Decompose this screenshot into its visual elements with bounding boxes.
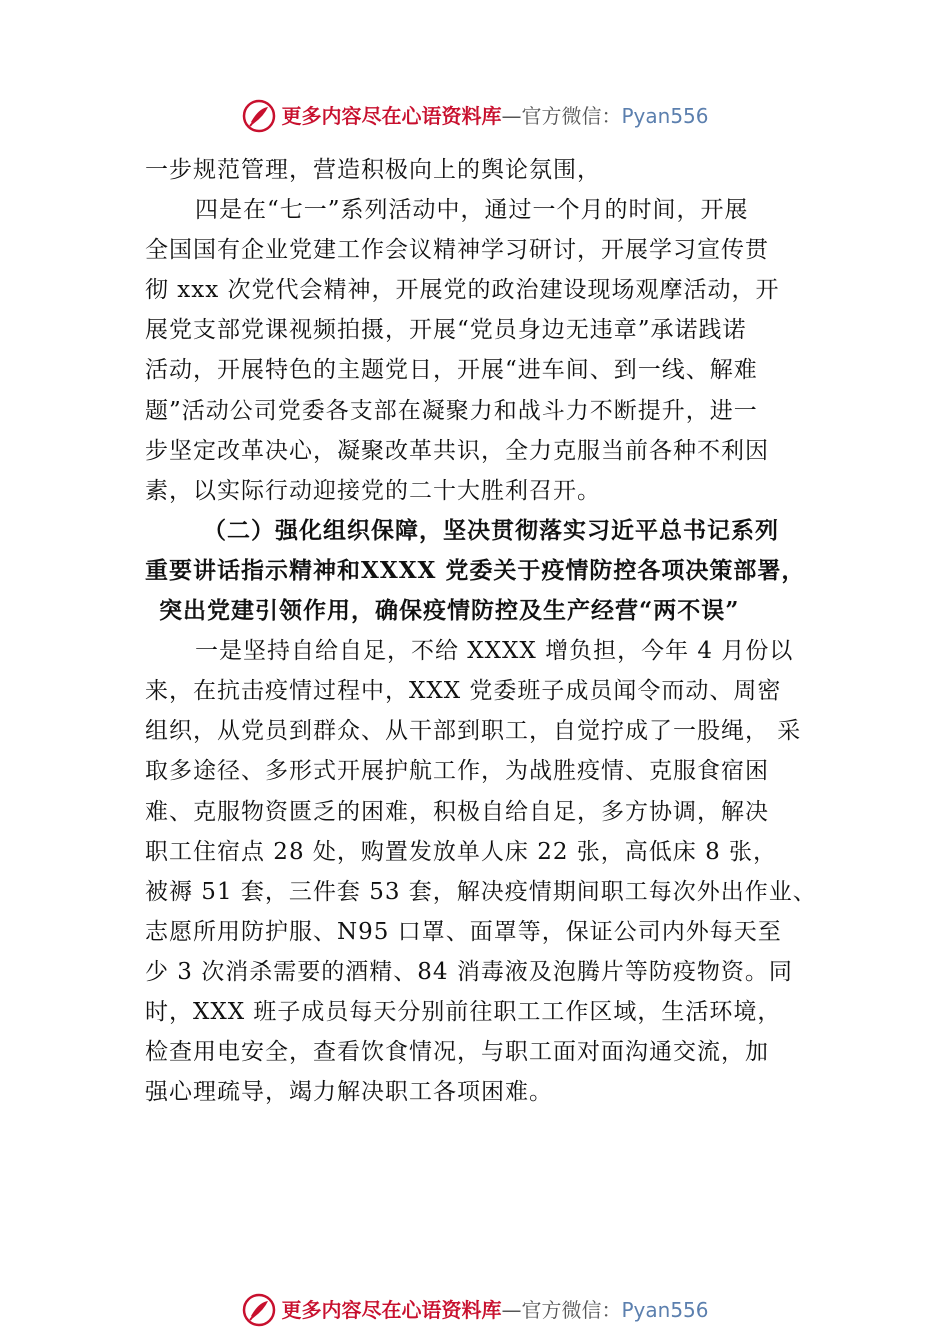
text-line: 四是在“七一”系列活动中，通过一个月的时间，开展	[195, 197, 749, 224]
logo-icon	[241, 1292, 277, 1328]
banner-title: 更多内容尽在心语资料库	[281, 104, 502, 128]
section-heading: （二）强化组织保障，坚决贯彻落实习近平总书记系列	[203, 516, 779, 544]
text-line: 步坚定改革决心，凝聚改革共识，全力克服当前各种不利因	[145, 437, 769, 464]
text-line: 彻 xxx 次党代会精神，开展党的政治建设现场观摩活动，开	[145, 277, 780, 304]
text-line: 活动，开展特色的主题党日，开展“进车间、到一线、解难	[145, 357, 758, 384]
banner-wechat-label: —官方微信：	[501, 104, 622, 128]
text-line: 被褥 51 套，三件套 53 套，解决疫情期间职工每次外出作业、	[145, 878, 817, 905]
section-heading: 重要讲话指示精神和XXXX 党委关于疫情防控各项决策部署，	[145, 556, 806, 584]
document-body	[145, 150, 817, 1112]
logo-icon	[241, 98, 277, 134]
banner-title: 更多内容尽在心语资料库	[281, 1298, 502, 1322]
text-line: 来，在抗击疫情过程中，XXX 党委班子成员闻令而动、周密	[145, 678, 782, 705]
footer-banner	[0, 1290, 950, 1330]
text-line: 全国国有企业党建工作会议精神学习研讨，开展学习宣传贯	[145, 237, 769, 264]
text-line: 志愿所用防护服、N95 口罩、面罩等，保证公司内外每天至	[145, 918, 782, 945]
text-line: 职工住宿点 28 处，购置发放单人床 22 张，高低床 8 张，	[145, 838, 778, 865]
banner-wechat-id: Pyan556	[621, 104, 709, 128]
text-line: 素，以实际行动迎接党的二十大胜利召开。	[145, 477, 601, 504]
text-line: 一步规范管理，营造积极向上的舆论氛围，	[145, 157, 601, 183]
text-line: 题”活动公司党委各支部在凝聚力和战斗力不断提升，进一	[145, 397, 758, 424]
text-line: 强心理疏导，竭力解决职工各项困难。	[145, 1079, 553, 1106]
section-heading: 突出党建引领作用，确保疫情防控及生产经营“两不误”	[159, 597, 740, 625]
text-line: 时，XXX 班子成员每天分别前往职工工作区域，生活环境，	[145, 998, 782, 1025]
text-line: 难、克服物资匮乏的困难，积极自给自足，多方协调，解决	[145, 798, 769, 825]
text-line: 组织，从党员到群众、从干部到职工，自觉拧成了一股绳， 采	[145, 718, 802, 745]
text-line: 取多途径、多形式开展护航工作，为战胜疫情、克服食宿困	[145, 758, 769, 785]
text-line: 一是坚持自给自足，不给 XXXX 增负担，今年 4 月份以	[195, 638, 794, 665]
header-banner	[0, 96, 950, 136]
text-line: 检查用电安全，查看饮食情况，与职工面对面沟通交流，加	[145, 1039, 769, 1066]
banner-wechat-id: Pyan556	[621, 1298, 709, 1322]
banner-wechat-label: —官方微信：	[501, 1298, 622, 1322]
text-line: 少 3 次消杀需要的酒精、84 消毒液及泡腾片等防疫物资。同	[145, 958, 793, 985]
text-line: 展党支部党课视频拍摄，开展“党员身边无违章”承诺践诺	[145, 317, 747, 344]
